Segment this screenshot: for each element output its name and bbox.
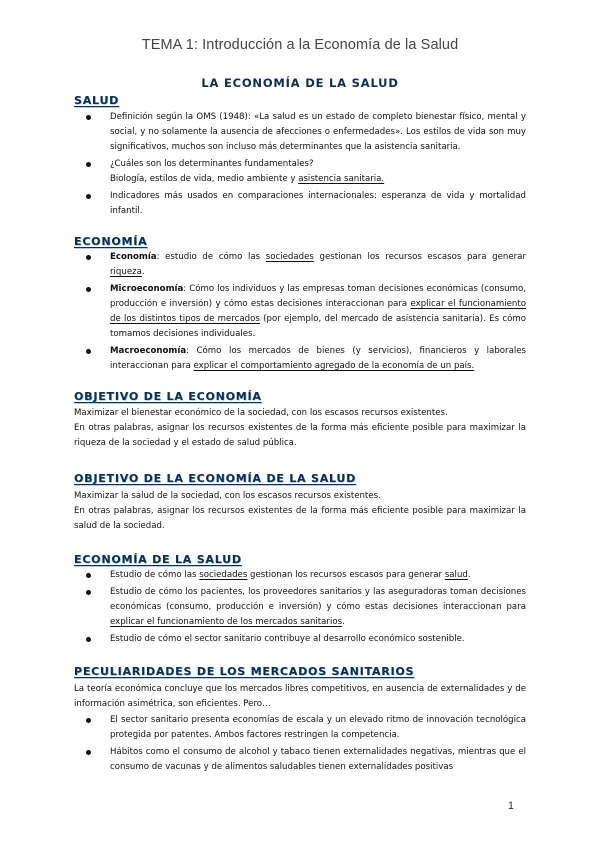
bullet-icon bbox=[86, 750, 91, 755]
paragraph bbox=[74, 489, 526, 534]
bullet-icon bbox=[86, 194, 91, 199]
running-header: TEMA 1: Introducción a la Economía de la Salud bbox=[141, 37, 459, 53]
bullet-text: Definición según la OMS (1948): «La salud es un estado de completo bienestar físico, mental y social, y no solamente la ausencia de afecciones o enfermedades». Los estilos de vida son muy significativos, muchos son incluso más determinantes que la asistencia sanitaria. bbox=[110, 112, 526, 152]
list-item bbox=[74, 250, 526, 280]
bullet-icon bbox=[86, 255, 91, 260]
bullet-text: : estudio de cómo las bbox=[156, 252, 266, 262]
bullet-text: gestionan los recursos escasos para generar bbox=[313, 252, 526, 262]
list-item bbox=[74, 189, 526, 219]
bullet-text: El sector sanitario presenta economías de escala y un elevado ritmo de innovación tecnológica protegida por patentes. Ambos factores restringen la competencia. bbox=[110, 715, 526, 740]
bullet-icon bbox=[86, 287, 91, 292]
underlined-text: explicar el funcionamiento de los distintos tipos de mercados bbox=[110, 299, 526, 324]
list-item bbox=[74, 713, 526, 743]
bullet-text: . bbox=[342, 617, 345, 627]
underlined-text: explicar el comportamiento agregado de la economía de un país. bbox=[193, 361, 475, 371]
bullet-icon bbox=[86, 637, 91, 642]
underlined-text: salud bbox=[444, 570, 468, 580]
list-item bbox=[74, 110, 526, 155]
bullet-text: : Cómo los individuos y las empresas toman decisiones económicas (consumo, producción e inversión) y cómo estas decisiones interaccionan para bbox=[110, 284, 526, 309]
bullet-text: . bbox=[141, 267, 145, 277]
bullet-text: gestionan los recursos escasos para generar bbox=[247, 570, 445, 580]
paragraph: La teoría económica concluye que los mercados libres competitivos, en ausencia de externalidades y de información asimétrica, son eficientes. Pero… bbox=[74, 684, 526, 709]
underlined-text: explicar el funcionamiento de los mercados sanitarios bbox=[110, 617, 343, 627]
bullet-icon bbox=[86, 573, 91, 578]
bullet-icon bbox=[86, 590, 91, 595]
bullet-text: (por ejemplo, del mercado de asistencia sanitaria). Es cómo tomamos decisiones individuales. bbox=[110, 314, 527, 339]
section-heading-objetivo-economia: OBJETIVO DE LA ECONOMÍA bbox=[74, 390, 262, 403]
document-title: LA ECONOMÍA DE LA SALUD bbox=[201, 76, 399, 90]
bullet-text: Estudio de cómo las bbox=[110, 570, 200, 580]
salud-bullet-list bbox=[74, 110, 526, 221]
peculiaridades-bullet-list bbox=[74, 713, 526, 777]
term-label: Microeconomía bbox=[110, 284, 184, 294]
bullet-text: Estudio de cómo el sector sanitario contribuye al desarrollo económico sostenible. bbox=[110, 634, 465, 644]
bullet-text: Hábitos como el consumo de alcohol y tabaco tienen externalidades negativas, mientras que el consumo de vacunas y de alimentos saludables tienen externalidades positivas bbox=[110, 747, 526, 772]
paragraph bbox=[74, 406, 526, 451]
list-item bbox=[74, 157, 526, 187]
paragraph-text: Maximizar la salud de la sociedad, con los escasos recursos existentes. bbox=[74, 491, 381, 501]
term-label: Economía bbox=[110, 252, 157, 262]
section-heading-economia-salud: ECONOMÍA DE LA SALUD bbox=[74, 553, 242, 566]
economia-salud-bullet-list bbox=[74, 568, 526, 649]
bullet-text: Indicadores más usados en comparaciones internacionales: esperanza de vida y mortalidad infantil. bbox=[110, 191, 526, 216]
bullet-icon bbox=[86, 718, 91, 723]
bullet-text: Biología, estilos de vida, medio ambiente y bbox=[110, 174, 299, 184]
list-item bbox=[74, 568, 526, 583]
section-heading-economia: ECONOMÍA bbox=[74, 235, 148, 248]
bullet-text: Estudio de cómo los pacientes, los proveedores sanitarios y las aseguradoras toman decisiones económicas (consumo, producción e inversión) y cómo estas decisiones interaccionan para bbox=[110, 587, 526, 612]
list-item bbox=[74, 632, 526, 647]
bullet-text: ¿Cuáles son los determinantes fundamentales? bbox=[110, 159, 314, 169]
section-heading-peculiaridades: PECULIARIDADES DE LOS MERCADOS SANITARIOS bbox=[74, 665, 415, 678]
underlined-text: sociedades bbox=[265, 252, 314, 262]
list-item bbox=[74, 745, 526, 775]
bullet-icon bbox=[86, 349, 91, 354]
section-heading-salud: SALUD bbox=[74, 94, 120, 107]
list-item bbox=[74, 344, 526, 374]
underlined-text: riqueza bbox=[110, 267, 142, 277]
bullet-icon bbox=[86, 115, 91, 120]
underlined-text: sociedades bbox=[199, 570, 248, 580]
paragraph-text: Maximizar el bienestar económico de la sociedad, con los escasos recursos existentes. bbox=[74, 408, 448, 418]
section-heading-objetivo-salud: OBJETIVO DE LA ECONOMÍA DE LA SALUD bbox=[74, 472, 357, 485]
list-item bbox=[74, 282, 526, 342]
paragraph-text: En otras palabras, asignar los recursos existentes de la forma más eficiente posible para maximizar la salud de la sociedad. bbox=[74, 506, 526, 531]
list-item bbox=[74, 585, 526, 630]
bullet-text: . bbox=[467, 570, 471, 580]
page-number: 1 bbox=[507, 800, 514, 812]
bullet-icon bbox=[86, 162, 91, 167]
term-label: Macroeconomía bbox=[110, 346, 187, 356]
underlined-text: asistencia sanitaria. bbox=[298, 174, 385, 184]
economia-bullet-list bbox=[74, 250, 526, 376]
bullet-text: : Cómo los mercados de bienes (y servicios), financieros y laborales interaccionan para bbox=[110, 346, 526, 371]
paragraph-text: En otras palabras, asignar los recursos existentes de la forma más eficiente posible para maximizar la riqueza de la sociedad y el estado de salud pública. bbox=[74, 423, 526, 448]
